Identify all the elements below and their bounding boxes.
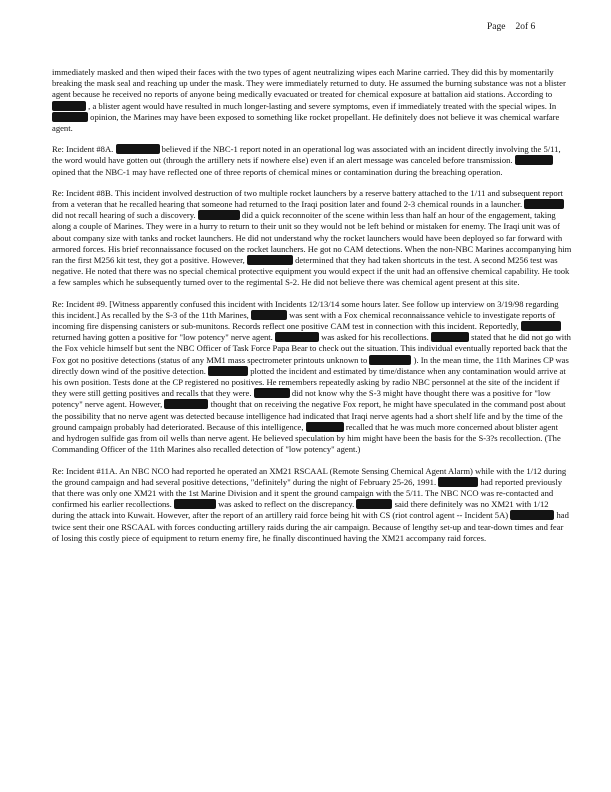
paragraph-p2 [52,144,572,178]
text-segment: was sent with a Fox chemical reconnaissance vehicle to investigate reports of incoming fire dispensing canisters or sub-munitons. Records reflect one positive CAM test in connection with this incident. Reportedly, [52,309,556,332]
page-header [487,22,545,32]
redaction-block [52,112,88,122]
text-segment: opinion, the Marines may have been exposed to something like rocket propellant. He definitely does not believe it was chemical warfare agent. [52,111,560,134]
redaction-block [438,477,478,487]
redaction-block [431,332,469,342]
paragraph-p3 [52,188,572,289]
text-segment: returned having gotten a positive for "low potency" nerve agent. [52,332,273,343]
redaction-block [198,210,240,220]
document-body [52,67,572,554]
text-segment: Re: Incident #9. [Witness apparently confused this incident with Incidents 12/13/14 some hours later. See follow up interview on 3/19/98 regarding this incident.] As recalled by the S-3 of the 11th Marines, [52,298,559,320]
paragraph-p5 [52,466,572,544]
redaction-block [356,499,392,509]
redaction-block [164,399,208,409]
redaction-block [208,366,248,376]
redaction-block [369,355,411,365]
page-label: Page [487,22,506,32]
text-segment: thought that on receiving the negative Fox report, he might have speculated in the command post about the possibility that no nerve agent was detected because intelligence had indicated that Iraqi nerve agents had a short shelf life and by the time of the ground campaign probably had deteriorated. Because of this intelligence, [52,399,566,432]
redaction-block [52,101,86,111]
paragraph-p1 [52,67,572,134]
text-segment: did not know why the S-3 might have thought there was a positive for "low potency" nerve agent. However, [52,388,551,410]
redaction-block [247,255,293,265]
text-segment: did a quick reconnoiter of the scene within less than half an hour of the engagement, taking along a couple of Marines. They were in a hurry to return to their unit so they would not be left behind or mistaken for enemy. The Iraqi unit was of about company size with tanks and rocket launchers. He did not understand why the rocket launchers would have been deployed so far forward with armored forces. His brief reconnaissance focused on the rocket launchers. He got no CAM detections. When the non-NBC Marines accompanying him ran the first M256 kit test, they got a positive. However, [52,210,572,266]
text-segment: immediately masked and then wiped their faces with the two types of agent neutralizing wipes each Marine carried. They did this by momentarily breaking the mask seal and reaching up under the mask. They were immediately returned to duty. He assumed the burning substance was not a blister agent because he received no reports of anyone being medically evacuated or treated for chemical exposure at battalion aid stations. According to [52,67,566,100]
redaction-block [524,199,564,209]
redaction-block [306,422,344,432]
redaction-block [174,499,216,509]
text-segment: , a blister agent would have resulted in much longer-lasting and severe symptoms, even if immediately treated with the special wipes. In [88,100,557,111]
text-segment: had twice sent their one RSCAAL with forces conducting artillery raids during the air campaign. Because of lengthy set-up and tear-down times and fear of losing this costly piece of equipment to return enemy fire, he finally discontinued having the XM21 accompany raid forces. [52,510,569,543]
text-segment: Re: Incident #11A. An NBC NCO had reported he operated an XM21 RSCAAL (Remote Sensing Chemical Agent Alarm) while with the 1/12 during the ground campaign and had several positive detections, "definitely" during the night of February 25-26, 1991. [52,465,567,487]
text-segment: ). In the mean time, the 11th Marines CP was directly down wind of the positive detection. [52,354,569,376]
paragraph-p4 [52,299,572,456]
redaction-block [116,144,160,154]
page-number: 2of 6 [515,22,536,32]
text-segment: stated that he did not go with the Fox vehicle himself but sent the NBC Officer of Task Force Papa Bear to check out the situation. This individual eventually reported back that the Fox got no positive detections (status of any MM1 mass spectrometer printouts unknown to [52,332,571,365]
redaction-block [275,332,319,342]
text-segment: said there definitely was no XM21 with 1/12 during the attack into Kuwait. However, after the report of an artillery raid force being hit with CS (riot control agent -- Incident 5A) [52,499,549,521]
text-segment: determined that they had taken shortcuts in the test. A second M256 test was negative. He noted that there was no special chemical protective equipment you would expect if the unit had an offensive chemical capability. He took a few samples which he subsequently turned over to the regimental S-2. He did not believe there was chemical agent present at this site. [52,255,570,288]
text-segment: Re: Incident #8A. [52,144,114,155]
text-segment: had reported previously that there was only one XM21 with the 1st Marine Division and it spent the ground campaign with the 5/11. The NBC NCO was re-contacted and confirmed his earlier recollections. [52,476,563,510]
redaction-block [251,310,287,320]
redaction-block [515,155,553,165]
redaction-block [521,321,561,331]
redaction-block [510,510,554,520]
text-segment: plotted the incident and estimated by time/distance when any contamination would arrive at his own position. Tests done at the CP registered no positives. He remembers repeatedly asking by radio NBC personnel at the site of the incident if they were still getting positives and recalls that they were. [52,365,566,399]
text-segment: did not recall hearing of such a discovery. [52,210,196,221]
text-segment: was asked to reflect on the discrepancy. [218,499,355,510]
text-segment: recalled that he was much more concerned about blister agent and hydrogen sulfide gas from oil wells than nerve agent. He believed speculation by him might have been the basis for the S-3?s recollection. (The Commanding Officer of the 11th Marines also recalled detection of "low potency" agent.) [52,421,561,455]
text-segment: was asked for his recollections. [321,332,429,343]
text-segment: opined that the NBC-1 may have reflected one of three reports of chemical mines or contamination during the breaching operation. [52,166,503,177]
text-segment: Re: Incident #8B. This incident involved destruction of two multiple rocket launchers by a reserve battery attached to the 1/11 and subsequent report from a veteran that he recalled hearing that someone had returned to the Iraqi position later and found 2-3 chemical rounds in a launcher. [52,187,563,210]
redaction-block [254,388,290,398]
text-segment: believed if the NBC-1 report noted in an operational log was associated with an incident directly involving the 5/11, the word would have gotten out (through the artillery nets if nowhere else) even if an alert message was canceled before transmission. [52,144,561,166]
